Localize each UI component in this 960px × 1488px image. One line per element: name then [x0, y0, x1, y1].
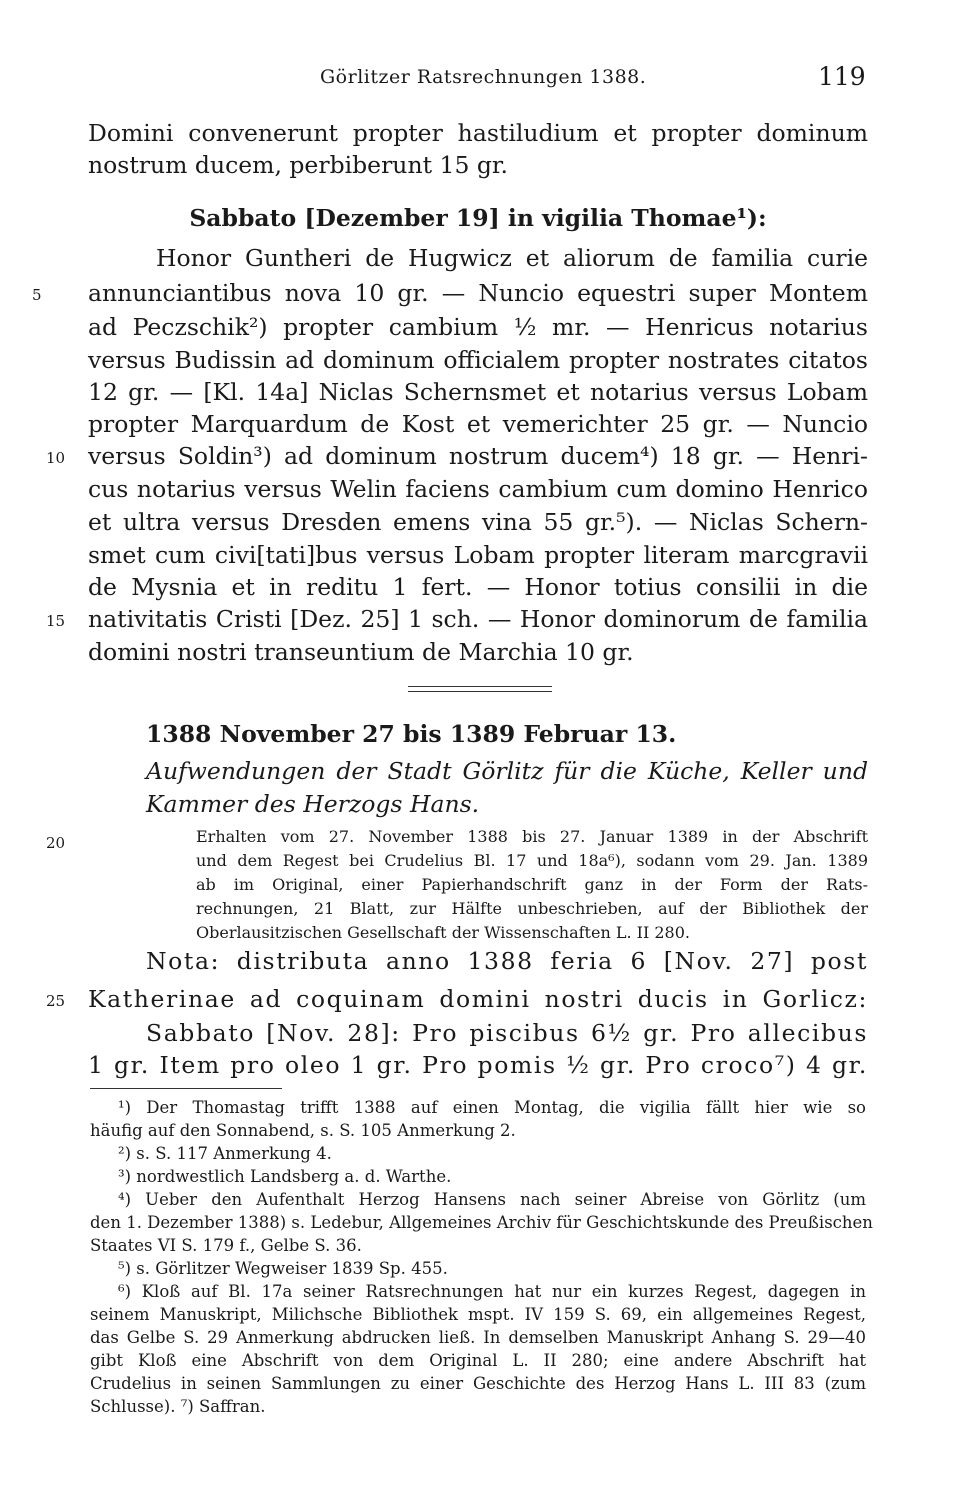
- text-line: domini nostri transeuntium de Marchia 10 gr.: [88, 638, 634, 666]
- footnote-line: ²) s. S. 117 Anmerkung 4.: [118, 1144, 332, 1163]
- source-note-line: ab im Original, einer Papierhandschrift ganz in der Form der Rats-: [196, 875, 868, 894]
- page-number: 119: [818, 62, 866, 91]
- text-line: de Mysnia et in reditu 1 fert. — Honor totius consilii in die: [88, 573, 868, 601]
- nota-line: Nota: distributa anno 1388 feria 6 [Nov. 27] post: [146, 947, 868, 975]
- footnote-line: ⁵) s. Görlitzer Wegweiser 1839 Sp. 455.: [118, 1259, 448, 1278]
- source-note-line: rechnungen, 21 Blatt, zur Hälfte unbeschrieben, auf der Bibliothek der: [196, 899, 868, 918]
- nota-line: 1 gr. Item pro oleo 1 gr. Pro pomis ½ gr. Pro croco⁷) 4 gr.: [88, 1051, 868, 1079]
- text-line: ad Peczschik²) propter cambium ½ mr. — Henricus notarius: [88, 313, 868, 341]
- text-line: cus notarius versus Welin faciens cambium cum domino Henrico: [88, 475, 868, 503]
- footnote-line: ⁶) Kloß auf Bl. 17a seiner Ratsrechnungen hat nur ein kurzes Regest, dagegen in: [118, 1282, 866, 1301]
- footnote-line: häufig auf den Sonnabend, s. S. 105 Anmerkung 2.: [90, 1121, 516, 1140]
- section-date-heading: 1388 November 27 bis 1389 Februar 13.: [146, 720, 677, 748]
- section-title: Kammer des Herzogs Hans.: [146, 790, 480, 818]
- footnote-line: Crudelius in seinen Sammlungen zu einer Geschichte des Herzog Hans L. III 83 (zum: [90, 1374, 866, 1393]
- text-line: nostrum ducem, perbiberunt 15 gr.: [88, 151, 509, 179]
- footnote-line: Schlusse). ⁷) Saffran.: [90, 1397, 266, 1416]
- text-line: nativitatis Cristi [Dez. 25] 1 sch. — Honor dominorum de familia: [88, 605, 868, 633]
- footnote-line: ¹) Der Thomastag trifft 1388 auf einen Montag, die vigilia fällt hier wie so: [118, 1098, 866, 1117]
- text-line: Honor Guntheri de Hugwicz et aliorum de familia curie: [156, 244, 868, 272]
- text-line: smet cum civi[tati]bus versus Lobam propter literam marcgravii: [88, 541, 868, 569]
- line-number: 25: [46, 992, 66, 1010]
- nota-line: Sabbato [Nov. 28]: Pro piscibus 6½ gr. Pro allecibus: [146, 1019, 868, 1047]
- text-line: Domini convenerunt propter hastiludium et propter dominum: [88, 119, 868, 147]
- text-line: propter Marquardum de Kost et vemerichter 25 gr. — Nuncio: [88, 410, 868, 438]
- source-note-line: und dem Regest bei Crudelius Bl. 17 und 18a⁶), sodann vom 29. Jan. 1389: [196, 851, 868, 870]
- footnote-line: ³) nordwestlich Landsberg a. d. Warthe.: [118, 1167, 452, 1186]
- footnote-line: ⁴) Ueber den Aufenthalt Herzog Hansens nach seiner Abreise von Görlitz (um: [118, 1190, 866, 1209]
- line-number: 5: [32, 286, 42, 304]
- footnote-line: Staates VI S. 179 f., Gelbe S. 36.: [90, 1236, 362, 1255]
- running-head: Görlitzer Ratsrechnungen 1388.: [320, 66, 647, 88]
- line-number: 10: [46, 449, 66, 467]
- section-separator: [408, 686, 552, 692]
- text-line: et ultra versus Dresden emens vina 55 gr.⁵). — Niclas Schern-: [88, 508, 868, 536]
- text-line: 12 gr. — [Kl. 14a] Niclas Schernsmet et notarius versus Lobam: [88, 378, 868, 406]
- text-line: versus Soldin³) ad dominum nostrum ducem⁴) 18 gr. — Henri-: [88, 442, 868, 470]
- text-line: annunciantibus nova 10 gr. — Nuncio equestri super Montem: [88, 279, 868, 307]
- footnote-line: seinem Manuskript, Milichsche Bibliothek mspt. IV 159 S. 69, ein allgemeines Regest,: [90, 1305, 866, 1324]
- date-heading: Sabbato [Dezember 19] in vigilia Thomae¹):: [189, 204, 767, 232]
- source-note-line: Oberlausitzischen Gesellschaft der Wissenschaften L. II 280.: [196, 923, 690, 942]
- line-number: 20: [46, 834, 66, 852]
- footnote-line: gibt Kloß eine Abschrift von dem Original L. II 280; eine andere Abschrift hat: [90, 1351, 866, 1370]
- footnote-rule: [90, 1088, 282, 1089]
- line-number: 15: [46, 612, 66, 630]
- text-line: versus Budissin ad dominum officialem propter nostrates citatos: [88, 346, 868, 374]
- nota-line: Katherinae ad coquinam domini nostri ducis in Gorlicz:: [88, 985, 868, 1013]
- footnote-line: den 1. Dezember 1388) s. Ledebur, Allgemeines Archiv für Geschichtskunde des Preußischen: [90, 1213, 873, 1232]
- footnote-line: das Gelbe S. 29 Anmerkung abdrucken ließ. In demselben Manuskript Anhang S. 29—40: [90, 1328, 866, 1347]
- section-title: Aufwendungen der Stadt Görlitz für die Küche, Keller und: [146, 757, 868, 785]
- source-note-line: Erhalten vom 27. November 1388 bis 27. Januar 1389 in der Abschrift: [196, 827, 868, 846]
